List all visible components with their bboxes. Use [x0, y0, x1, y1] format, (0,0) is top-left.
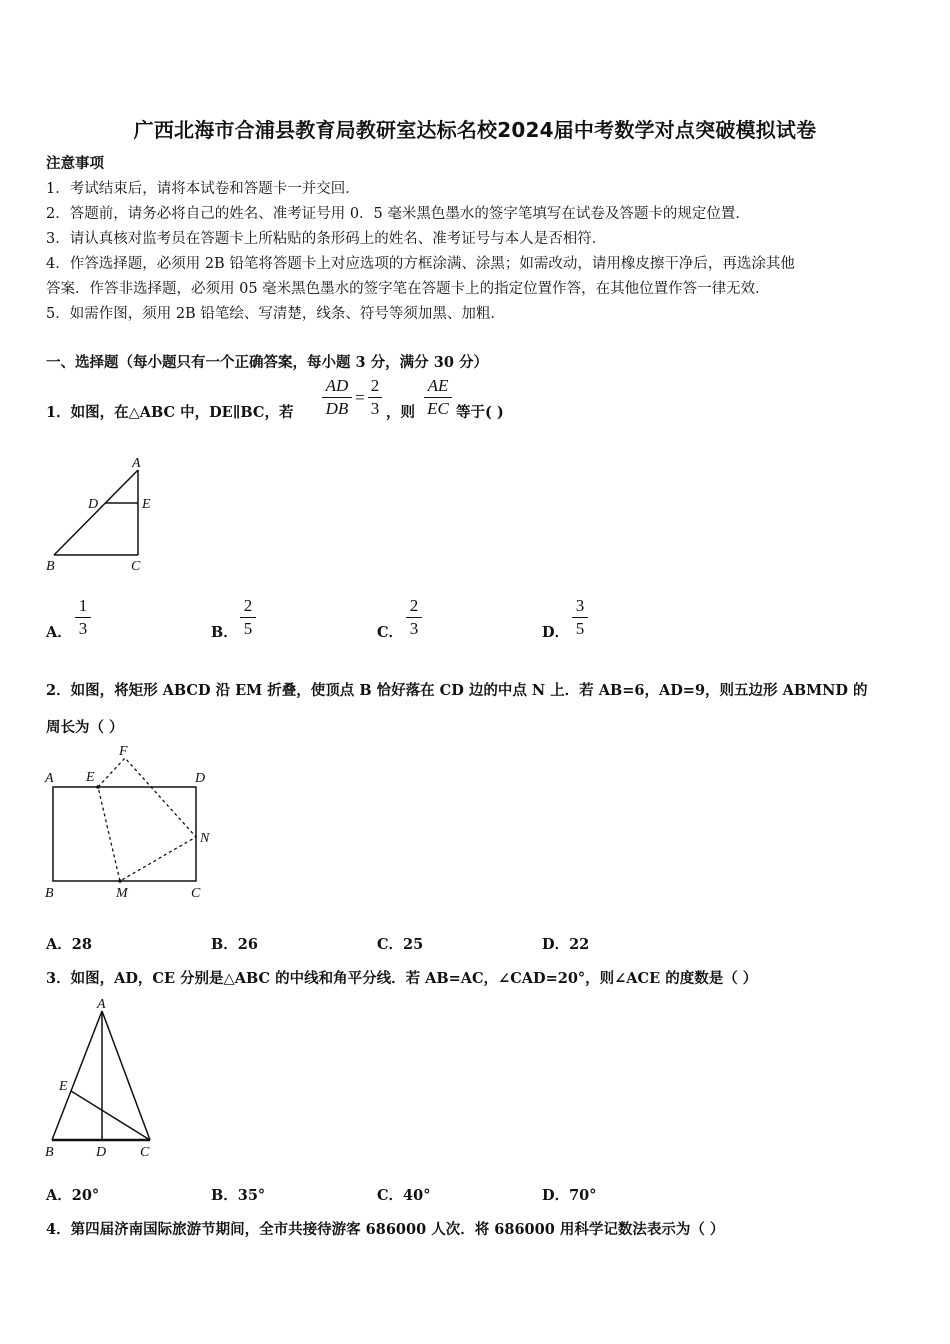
q1-mid: ，则 — [386, 404, 415, 421]
label-m: M — [116, 886, 128, 901]
q1-fraction-ad-db: AD DB — [322, 376, 352, 419]
notice-item: 答案．作答非选择题，必须用 05 毫米黑色墨水的签字笔在答题卡上的指定位置作答，在其他位置作答一律无效． — [46, 281, 770, 297]
q1-option-a-fraction: 1 3 — [75, 596, 91, 639]
q1-prefix: 1．如图，在△ABC 中，DE∥BC，若 — [46, 404, 294, 421]
label-d: D — [96, 1145, 107, 1160]
notice-item: 1．考试结束后，请将本试卷和答题卡一并交回． — [46, 181, 360, 197]
label-c: C — [131, 559, 141, 574]
q3-option-c[interactable]: C．40° — [377, 1187, 431, 1204]
q1-fraction-2-3: 2 3 — [368, 376, 382, 419]
label-d: D — [88, 497, 99, 512]
label-f: F — [119, 744, 128, 759]
q1-option-d-fraction: 3 5 — [572, 596, 588, 639]
label-b: B — [45, 1145, 54, 1160]
q1-option-c-fraction: 2 3 — [406, 596, 422, 639]
notice-item: 5．如需作图，须用 2B 铅笔绘、写清楚，线条、符号等须加黑、加粗． — [46, 306, 505, 322]
q2-option-c[interactable]: C．25 — [377, 936, 424, 953]
q2-option-b[interactable]: B．26 — [211, 936, 258, 953]
notice-item: 3．请认真核对监考员在答题卡上所粘贴的条形码上的姓名、准考证号与本人是否相符． — [46, 231, 607, 247]
q1-option-c[interactable]: C． — [377, 624, 404, 641]
q1-suffix: 等于( ) — [456, 404, 504, 421]
q2-option-d[interactable]: D．22 — [542, 936, 590, 953]
q1-option-b-fraction: 2 5 — [240, 596, 256, 639]
q1-equals: = — [355, 388, 365, 407]
q3-triangle-figure — [40, 995, 165, 1165]
section-heading: 一、选择题（每小题只有一个正确答案，每小题 3 分，满分 30 分） — [46, 354, 488, 371]
q2-option-a[interactable]: A．28 — [46, 936, 92, 953]
q2-text-line2: 周长为（ ） — [46, 719, 124, 736]
label-b: B — [45, 886, 54, 901]
q1-option-b[interactable]: B． — [211, 624, 238, 641]
label-e: E — [86, 770, 95, 785]
label-a: A — [132, 456, 141, 471]
q3-option-a[interactable]: A．20° — [46, 1187, 100, 1204]
label-c: C — [140, 1145, 150, 1160]
page-title: 广西北海市合浦县教育局教研室达标名校2024届中考数学对点突破模拟试卷 — [133, 118, 817, 142]
label-n: N — [200, 831, 210, 846]
notice-heading: 注意事项 — [46, 155, 104, 172]
q2-text-line1: 2．如图，将矩形 ABCD 沿 EM 折叠，使顶点 B 恰好落在 CD 边的中点 N 上．若 AB=6，AD=9，则五边形 ABMND 的 — [46, 682, 868, 699]
q1-triangle-figure — [40, 450, 170, 580]
label-c: C — [191, 886, 201, 901]
q3-option-b[interactable]: B．35° — [211, 1187, 266, 1204]
q1-option-d[interactable]: D． — [542, 624, 570, 641]
notice-item: 4．作答选择题，必须用 2B 铅笔将答题卡上对应选项的方框涂满、涂黑；如需改动，请用橡皮擦干净后，再选涂其他 — [46, 256, 795, 272]
label-b: B — [46, 559, 55, 574]
q1-option-a[interactable]: A． — [46, 624, 72, 641]
label-e: E — [142, 497, 151, 512]
label-a: A — [45, 771, 54, 786]
q1-fraction-ae-ec: AE EC — [424, 376, 452, 419]
label-a: A — [97, 997, 106, 1012]
q4-text: 4．第四届济南国际旅游节期间，全市共接待游客 686000 人次．将 686000 用科学记数法表示为（ ） — [46, 1221, 725, 1238]
label-e: E — [59, 1079, 68, 1094]
q2-rectangle-figure — [40, 740, 225, 905]
notice-item: 2．答题前，请务必将自己的姓名、准考证号用 0．5 毫米黑色墨水的签字笔填写在试卷及答题卡的规定位置． — [46, 206, 750, 222]
label-d: D — [195, 771, 206, 786]
q3-text: 3．如图，AD，CE 分别是△ABC 的中线和角平分线．若 AB=AC，∠CAD=20°，则∠ACE 的度数是（ ） — [46, 970, 758, 987]
q3-option-d[interactable]: D．70° — [542, 1187, 597, 1204]
